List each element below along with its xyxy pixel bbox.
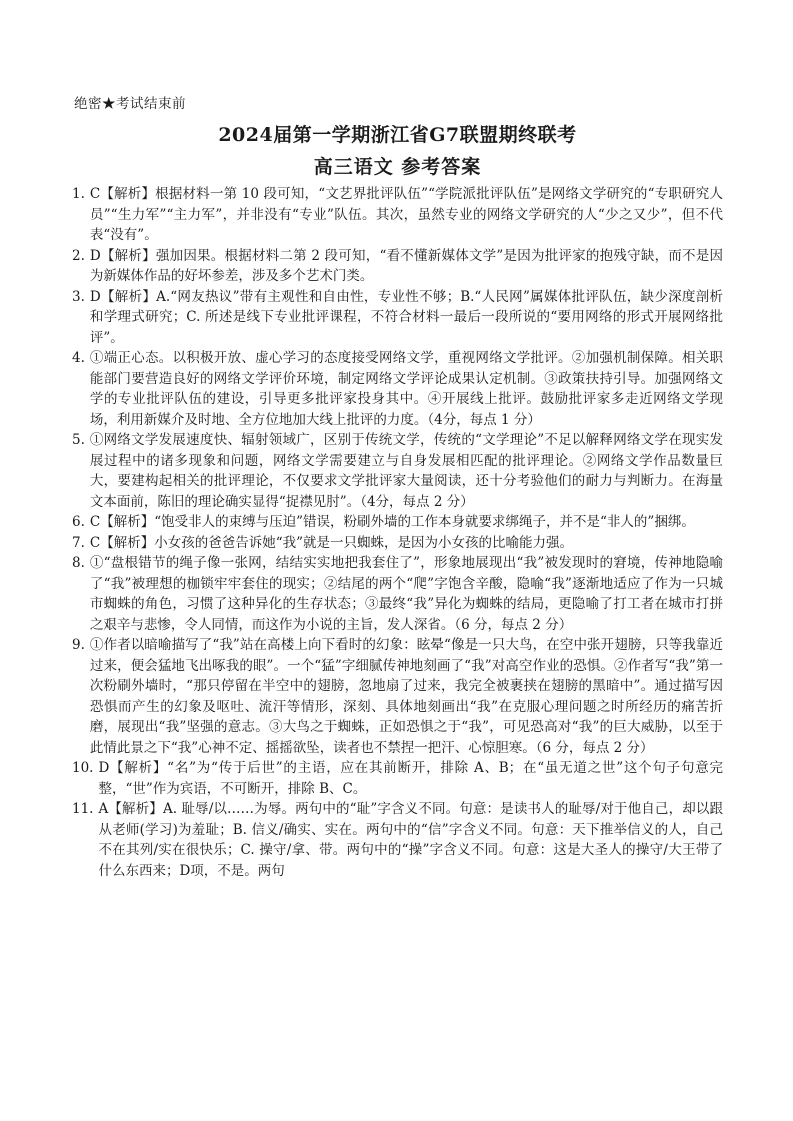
answer-item-6 <box>72 512 723 533</box>
answer-item-11 <box>72 799 723 881</box>
answer-item-9 <box>72 635 723 758</box>
answer-text: ①“盘根错节的绳子像一张网，结结实实地把我套住了”，形象地展现出“我”被发现时的窘境，传神地隐喻了“我”被理想的枷锁牢牢套住的现实；②结尾的两个“爬”字饱含辛酸，隐喻“我”逐渐地适应了作为一只城市蜘蛛的角色，习惯了这种异化的生存状态；③最终“我”异化为蜘蛛的结局，更隐喻了打工者在城市打拼之艰辛与悲惨，令人同情，而这作为小说的主旨，发人深省。（6 分，每点 2 分） <box>89 555 723 633</box>
answer-number: 8. <box>72 555 85 571</box>
answer-item-8 <box>72 553 723 635</box>
answer-number: 1. <box>72 186 85 202</box>
answer-text: C【解析】“饱受非人的束缚与压迫”错误，粉刷外墙的工作本身就要求绑绳子，并不是“非人的”捆绑。 <box>89 514 695 530</box>
answer-number: 3. <box>72 288 85 305</box>
answer-text: ①作者以暗喻描写了“我”站在高楼上向下看时的幻象：眩晕“像是一只大鸟，在空中张开翅膀，只等我靠近过来，便会猛地飞出啄我的眼”。一个“猛”字细腻传神地刻画了“我”对高空作业的恐惧。②作者写“我”第一次粉刷外墙时，“那只停留在半空中的翅膀，忽地扇了过来，我完全被裹挟在翅膀的黑暗中”。通过描写因恐惧而产生的幻象及呕吐、流汗等情形，深刻、具体地刻画出“我”在克服心理问题之时所经历的痛苦折磨，展现出“我”坚强的意志。③大鸟之于蜘蛛，正如恐惧之于“我”，可见恐高对“我”的巨大威胁，以至于此情此景之下“我”心神不定、摇摇欲坠，读者也不禁捏一把汗、心惊胆寒。（6 分，每点 2 分） <box>89 637 723 756</box>
confidential-label: 绝密★考试结束前 <box>74 96 186 112</box>
answer-text: D【解析】强加因果。根据材料二第 2 段可知，“看不懂新媒体文学”是因为批评家的抱残守缺，而不是因为新媒体作品的好坏参差，涉及多个艺术门类。 <box>89 247 723 284</box>
answer-text: ①端正心态。以积极开放、虚心学习的态度接受网络文学，重视网络文学批评。②加强机制保障。相关职能部门要营造良好的网络文学评价环境，制定网络文学评论成果认定机制。③政策扶持引导。加强网络文学的专业批评队伍的建设，引导更多批评家投身其中。④开展线上批评。鼓励批评家多走近网络文学现场，利用新媒介及时地、全方位地加大线上批评的力度。（4分，每点 1 分） <box>89 350 723 428</box>
answer-number: 7. <box>72 534 85 551</box>
answer-text: C【解析】小女孩的爸爸告诉她“我”就是一只蜘蛛，是因为小女孩的比喻能力强。 <box>89 534 574 551</box>
answer-text: D【解析】A.“网友热议”带有主观性和自由性，专业性不够；B.“人民网”属媒体批评队伍，缺少深度剖析和学理式研究；C. 所述是线下专业批评课程，不符合材料一最后一段所说的“要用网络的形式开展网络批评”。 <box>89 288 723 346</box>
answer-text: A【解析】A. 耻辱/以……为辱。两句中的“耻”字含义不同。句意：是读书人的耻辱/对于他自己，却以跟从老师(学习)为羞耻；B. 信义/确实、实在。两句中的“信”字含义不同。句意：天下推举信义的人，自己不在其列/实在很快乐；C. 操守/拿、带。两句中的“操”字含义不同。句意：这是大圣人的操守/大王带了什么东西来；D项，不是。两句 <box>98 801 723 879</box>
answer-number: 9. <box>72 637 85 653</box>
answer-number: 6. <box>72 514 85 530</box>
answer-number: 4. <box>72 350 85 366</box>
answer-list <box>72 184 723 881</box>
answer-number: 10. <box>72 760 94 776</box>
answer-item-2 <box>72 246 723 287</box>
answer-item-4 <box>72 348 723 430</box>
answer-number: 2. <box>72 247 85 264</box>
answer-item-10 <box>72 758 723 799</box>
answer-text: C【解析】根据材料一第 10 段可知，“文艺界批评队伍”“学院派批评队伍”是网络文学研究的“专职研究人员”“生力军”“主力军”，并非没有“专业”队伍。其次，虽然专业的网络文学研究的人“少之又少”，但不代表“没有”。 <box>89 186 723 243</box>
answer-item-3 <box>72 287 723 349</box>
answer-item-1 <box>72 184 723 246</box>
answer-item-5 <box>72 430 723 512</box>
answer-number: 11. <box>72 801 94 817</box>
answer-item-7 <box>72 533 723 554</box>
answer-text: D【解析】“名”为“传于后世”的主语，应在其前断开，排除 A、B；在“虽无道之世”这个句子句意完整，“世”作为宾语，不可断开，排除 B、C。 <box>98 760 723 797</box>
answer-number: 5. <box>72 432 85 448</box>
answer-text: ①网络文学发展速度快、辐射领域广，区别于传统文学，传统的“文学理论”不足以解释网络文学在现实发展过程中的诸多现象和问题，网络文学需要建立与自身发展相匹配的批评理论。②网络文学作品数量巨大，要建构起相关的批评理论，不仅要求文学批评家大量阅读，还十分考验他们的耐力与判断力。在海量文本面前，陈旧的理论确实显得“捉襟见肘”。（4分，每点 2 分） <box>89 432 723 510</box>
document-subtitle: 高三语文 参考答案 <box>313 156 482 178</box>
document-title: 2024届第一学期浙江省G7联盟期终联考 <box>218 124 577 146</box>
